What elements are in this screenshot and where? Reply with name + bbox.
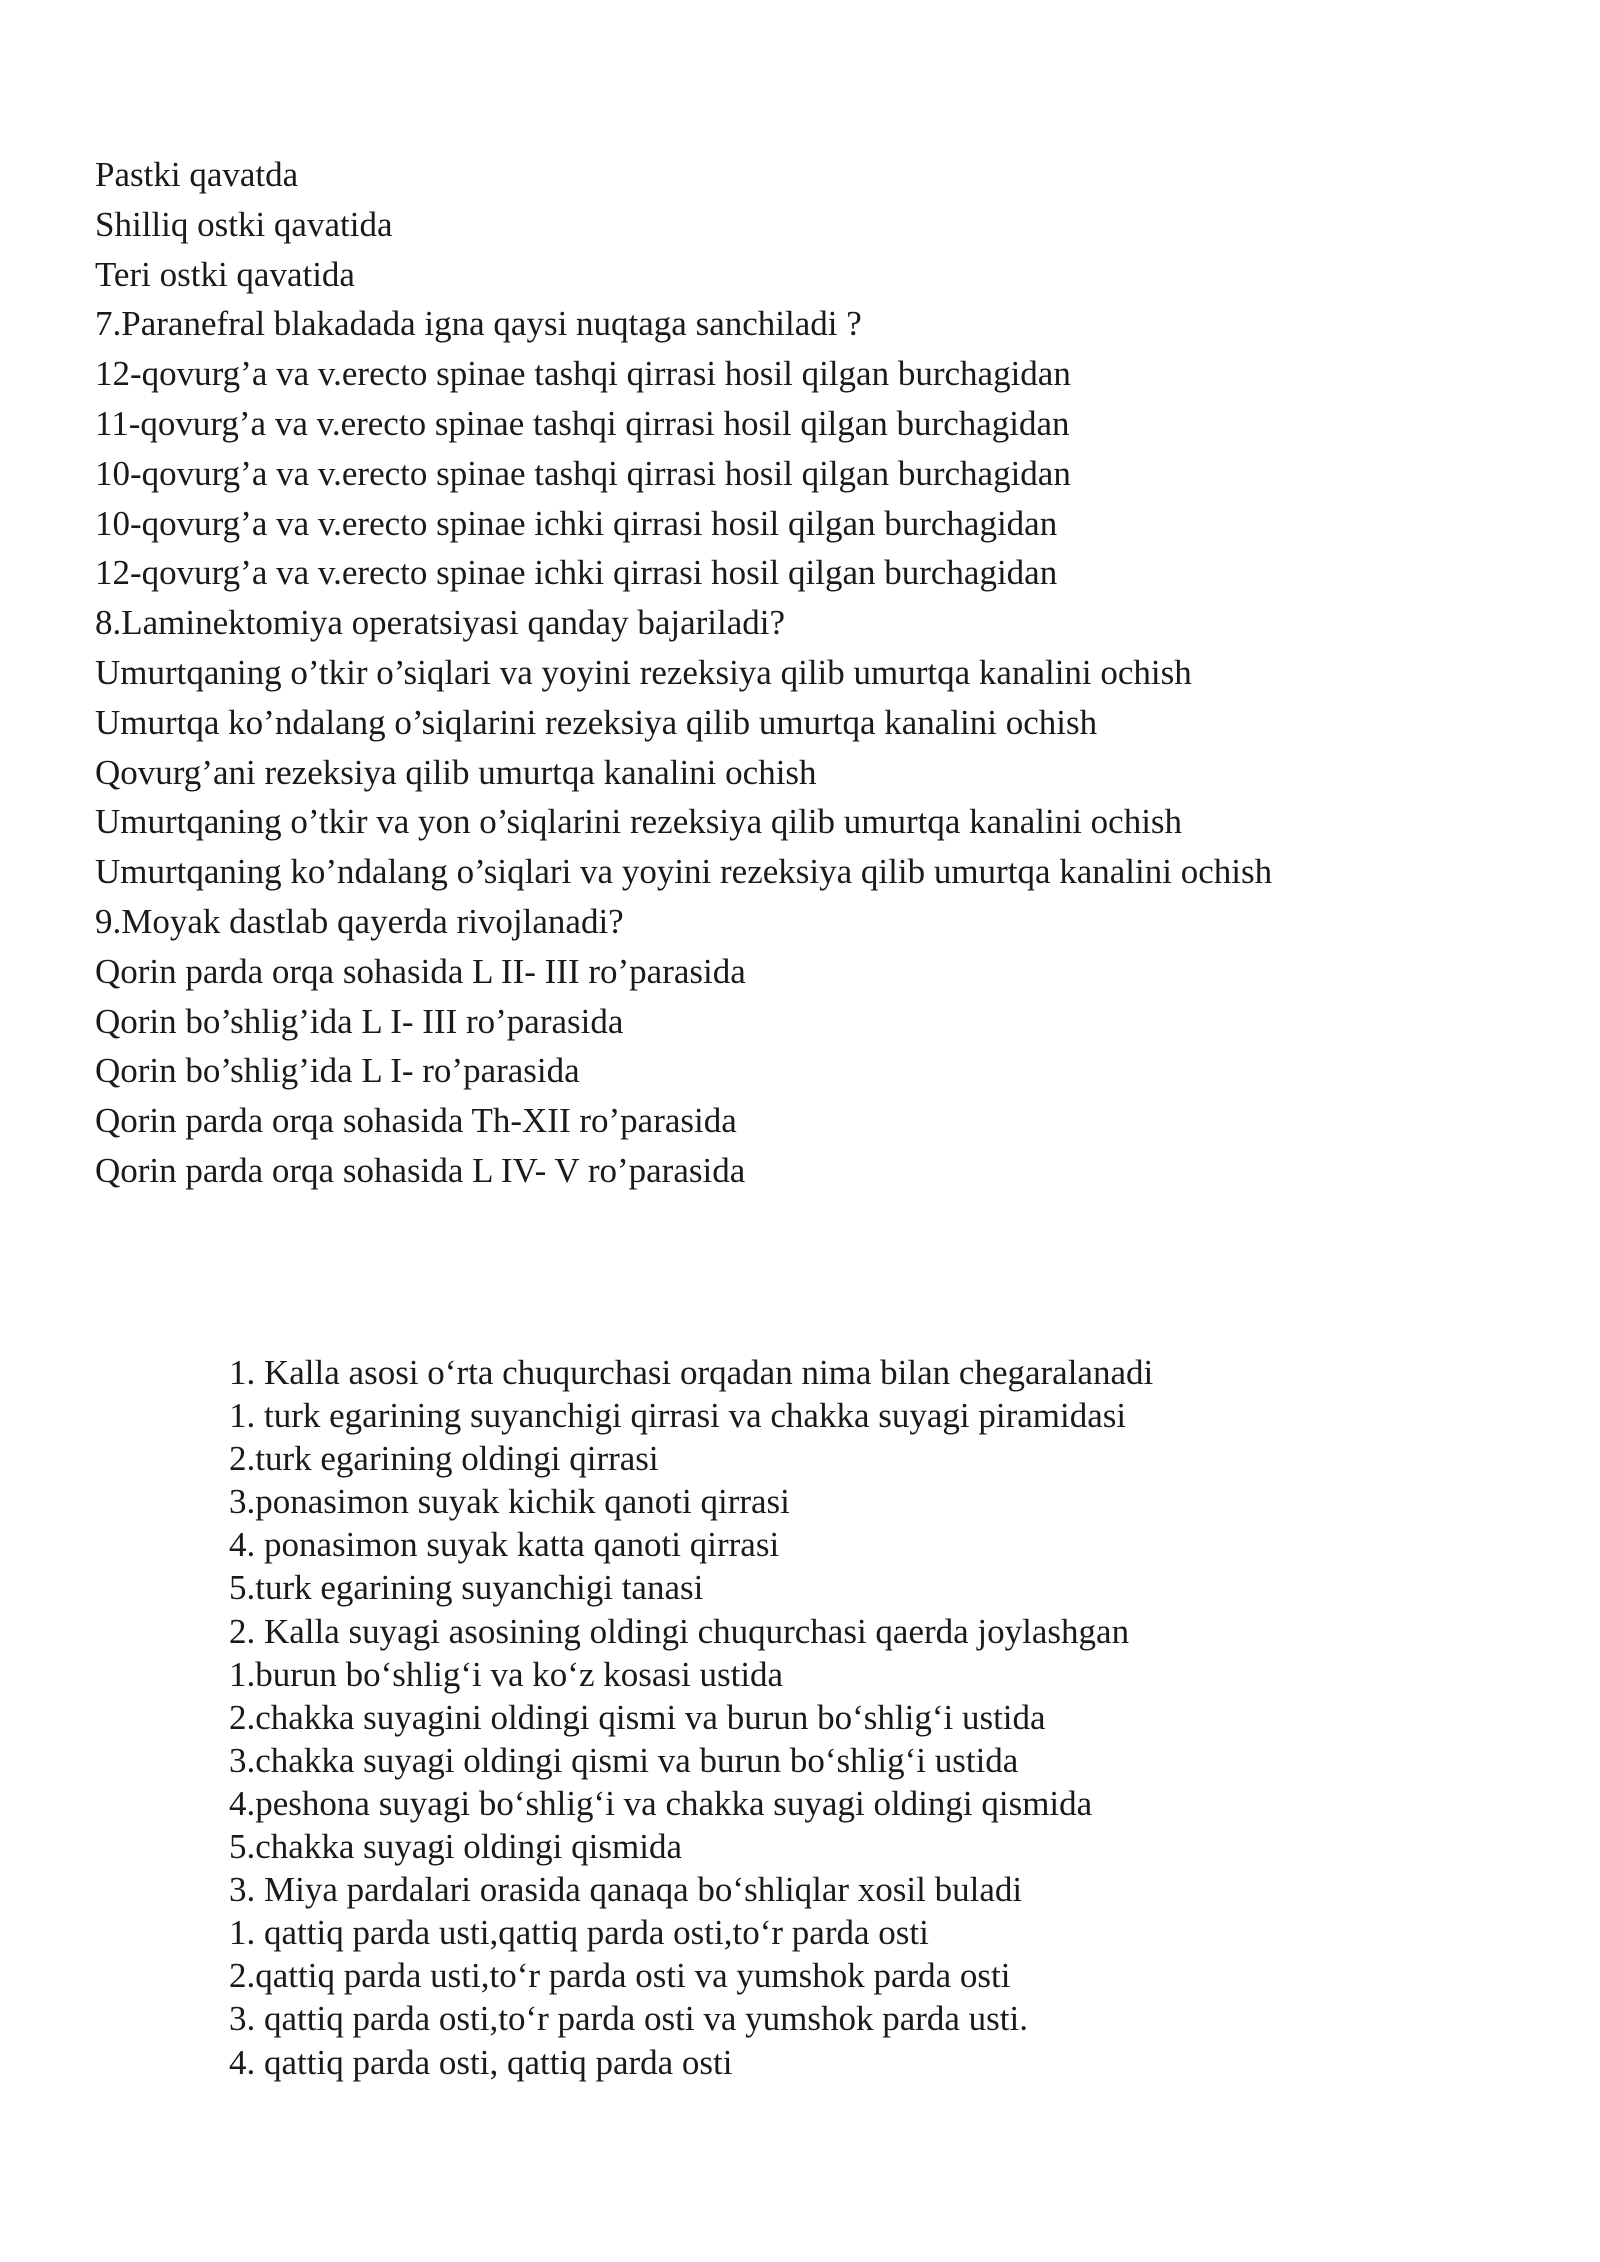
answer-option: 4. qattiq parda osti, qattiq parda osti: [229, 2042, 733, 2082]
answer-option: Teri ostki qavatida: [95, 254, 355, 294]
answer-option: 2.chakka suyagini oldingi qismi va burun bo‘shlig‘i ustida: [229, 1697, 1046, 1737]
answer-option: 2.qattiq parda usti,to‘r parda osti va yumshok parda osti: [229, 1956, 1011, 1996]
answer-option: Umurtqaning o’tkir va yon o’siqlarini rezeksiya qilib umurtqa kanalini ochish: [95, 802, 1183, 842]
question-3: 3. Miya pardalari orasida qanaqa bo‘shliqlar xosil buladi: [229, 1870, 1023, 1910]
answer-option: 12-qovurg’a va v.erecto spinae ichki qirrasi hosil qilgan burchagidan: [95, 553, 1058, 593]
question-block-upper: [95, 150, 1545, 1196]
question-block-lower: [229, 1351, 1529, 2084]
answer-option: 1.burun bo‘shlig‘i va ko‘z kosasi ustida: [229, 1654, 784, 1694]
answer-option: Shilliq ostki qavatida: [95, 204, 393, 244]
answer-option: 3.ponasimon suyak kichik qanoti qirrasi: [229, 1482, 790, 1522]
answer-option: Qorin bo’shlig’ida L I- ro’parasida: [95, 1051, 580, 1091]
answer-option: Qorin parda orqa sohasida Th-XII ro’parasida: [95, 1101, 737, 1141]
answer-option: 1. qattiq parda usti,qattiq parda osti,to‘r parda osti: [229, 1913, 929, 1953]
question-8: 8.Laminektomiya operatsiyasi qanday bajariladi?: [95, 603, 786, 643]
answer-option: 12-qovurg’a va v.erecto spinae tashqi qirrasi hosil qilgan burchagidan: [95, 354, 1071, 394]
answer-option: Pastki qavatda: [95, 155, 299, 194]
answer-option: Umurtqaning o’tkir o’siqlari va yoyini rezeksiya qilib umurtqa kanalini ochish: [95, 652, 1192, 692]
answer-option: 4.peshona suyagi bo‘shlig‘i va chakka suyagi oldingi qismida: [229, 1783, 1093, 1823]
answer-option: Qorin bo’shlig’ida L I- III ro’parasida: [95, 1001, 624, 1041]
question-1: 1. Kalla asosi o‘rta chuqurchasi orqadan nima bilan chegaralanadi: [229, 1353, 1154, 1392]
answer-option: 4. ponasimon suyak katta qanoti qirrasi: [229, 1525, 780, 1565]
answer-option: 10-qovurg’a va v.erecto spinae ichki qirrasi hosil qilgan burchagidan: [95, 503, 1058, 543]
question-2: 2. Kalla suyagi asosining oldingi chuqurchasi qaerda joylashgan: [229, 1611, 1130, 1651]
answer-option: Umurtqaning ko’ndalang o’siqlari va yoyini rezeksiya qilib umurtqa kanalini ochish: [95, 852, 1273, 892]
answer-option: 10-qovurg’a va v.erecto spinae tashqi qirrasi hosil qilgan burchagidan: [95, 453, 1071, 493]
answer-option: 11-qovurg’a va v.erecto spinae tashqi qirrasi hosil qilgan burchagidan: [95, 403, 1070, 443]
answer-option: 3.chakka suyagi oldingi qismi va burun bo‘shlig‘i ustida: [229, 1740, 1019, 1780]
answer-option: 2.turk egarining oldingi qirrasi: [229, 1439, 659, 1479]
question-9: 9.Moyak dastlab qayerda rivojlanadi?: [95, 901, 624, 941]
answer-option: 1. turk egarining suyanchigi qirrasi va chakka suyagi piramidasi: [229, 1396, 1127, 1436]
question-7: 7.Paranefral blakadada igna qaysi nuqtaga sanchiladi ?: [95, 304, 862, 344]
answer-option: Qovurg’ani rezeksiya qilib umurtqa kanalini ochish: [95, 752, 817, 792]
answer-option: Qorin parda orqa sohasida L II- III ro’parasida: [95, 951, 746, 991]
answer-option: 5.turk egarining suyanchigi tanasi: [229, 1568, 704, 1608]
answer-option: 5.chakka suyagi oldingi qismida: [229, 1827, 682, 1867]
answer-option: Qorin parda orqa sohasida L IV- V ro’parasida: [95, 1150, 746, 1190]
answer-option: 3. qattiq parda osti,to‘r parda osti va yumshok parda usti.: [229, 1999, 1029, 2039]
answer-option: Umurtqa ko’ndalang o’siqlarini rezeksiya qilib umurtqa kanalini ochish: [95, 702, 1098, 742]
